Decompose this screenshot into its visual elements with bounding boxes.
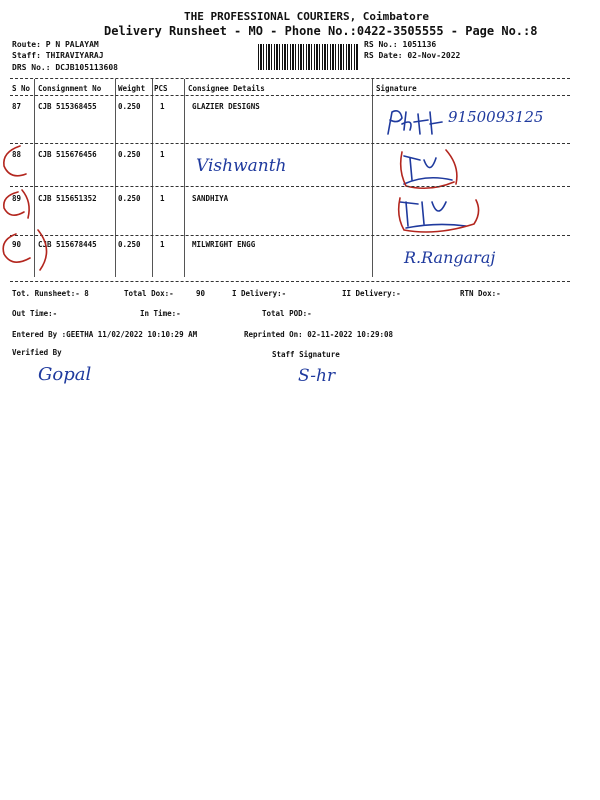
col-sno: S No bbox=[12, 84, 31, 93]
signature-scribble bbox=[380, 106, 450, 140]
col-signature: Signature bbox=[376, 84, 417, 93]
row-consignee: MILWRIGHT ENGG bbox=[192, 240, 256, 249]
row-weight: 0.250 bbox=[118, 102, 141, 111]
row-signature-phone: 9150093125 bbox=[448, 108, 544, 126]
total-dox-label: Total Dox:- bbox=[124, 289, 174, 298]
signature-scribble bbox=[396, 190, 486, 234]
entered-by: Entered By :GEETHA 11/02/2022 10:10:29 AM bbox=[12, 330, 198, 339]
reprinted-on: Reprinted On: 02-11-2022 10:29:08 bbox=[244, 330, 394, 339]
row-consignee: GLAZIER DESIGNS bbox=[192, 102, 260, 111]
staff-label: Staff: THIRAVIYARAJ bbox=[12, 51, 104, 60]
col-divider bbox=[152, 79, 153, 277]
row-rule bbox=[10, 143, 570, 144]
signature-scribble bbox=[396, 146, 466, 190]
row-consignment: CJB 515676456 bbox=[38, 150, 97, 159]
drs-number: DRS No.: DCJB105113608 bbox=[12, 63, 118, 72]
row-pcs: 1 bbox=[160, 194, 165, 203]
staff-signature: S-hr bbox=[298, 366, 336, 386]
row-sno: 88 bbox=[12, 150, 22, 159]
rs-date: RS Date: 02-Nov-2022 bbox=[364, 51, 461, 60]
runsheet-subtitle: Delivery Runsheet - MO - Phone No.:0422-3505555 - Page No.:8 bbox=[104, 24, 538, 38]
i-delivery: I Delivery:- bbox=[232, 289, 287, 298]
row-sno: 87 bbox=[12, 102, 22, 111]
row-pcs: 1 bbox=[160, 102, 165, 111]
row-consignment: CJB 515678445 bbox=[38, 240, 97, 249]
row-sno: 89 bbox=[12, 194, 22, 203]
in-time: In Time:- bbox=[140, 309, 181, 318]
company-title: THE PROFESSIONAL COURIERS, Coimbatore bbox=[184, 10, 430, 23]
col-divider bbox=[184, 79, 185, 277]
row-pcs: 1 bbox=[160, 240, 165, 249]
row-consignee-handwritten: Vishwanth bbox=[196, 156, 287, 176]
col-consignment: Consignment No bbox=[38, 84, 102, 93]
staff-signature-label: Staff Signature bbox=[272, 350, 340, 359]
table-bottom-rule bbox=[10, 281, 570, 282]
row-consignment: CJB 515651352 bbox=[38, 194, 97, 203]
row-weight: 0.250 bbox=[118, 240, 141, 249]
row-rule bbox=[10, 235, 570, 236]
ii-delivery: II Delivery:- bbox=[342, 289, 401, 298]
total-pod: Total POD:- bbox=[262, 309, 312, 318]
col-consignee: Consignee Details bbox=[188, 84, 265, 93]
tot-runsheet: Tot. Runsheet:- 8 bbox=[12, 289, 89, 298]
col-pcs: PCS bbox=[154, 84, 168, 93]
out-time: Out Time:- bbox=[12, 309, 58, 318]
route-label: Route: P N PALAYAM bbox=[12, 40, 99, 49]
col-divider bbox=[115, 79, 116, 277]
row-weight: 0.250 bbox=[118, 194, 141, 203]
row-weight: 0.250 bbox=[118, 150, 141, 159]
barcode bbox=[258, 44, 358, 70]
row-signature-name: R.Rangaraj bbox=[404, 248, 496, 267]
row-rule bbox=[10, 186, 570, 187]
row-consignment: CJB 515368455 bbox=[38, 102, 97, 111]
header-rule bbox=[10, 95, 570, 96]
verified-by: Verified By bbox=[12, 348, 62, 357]
row-sno: 90 bbox=[12, 240, 22, 249]
row-pcs: 1 bbox=[160, 150, 165, 159]
table-top-rule bbox=[10, 78, 570, 79]
verified-signature: Gopal bbox=[38, 364, 92, 385]
col-divider bbox=[372, 79, 373, 277]
rtn-dox: RTN Dox:- bbox=[460, 289, 501, 298]
rs-number: RS No.: 1051136 bbox=[364, 40, 437, 49]
col-weight: Weight bbox=[118, 84, 146, 93]
row-consignee: SANDHIYA bbox=[192, 194, 229, 203]
total-dox-value: 90 bbox=[196, 289, 206, 298]
red-circle-marks bbox=[0, 140, 60, 285]
